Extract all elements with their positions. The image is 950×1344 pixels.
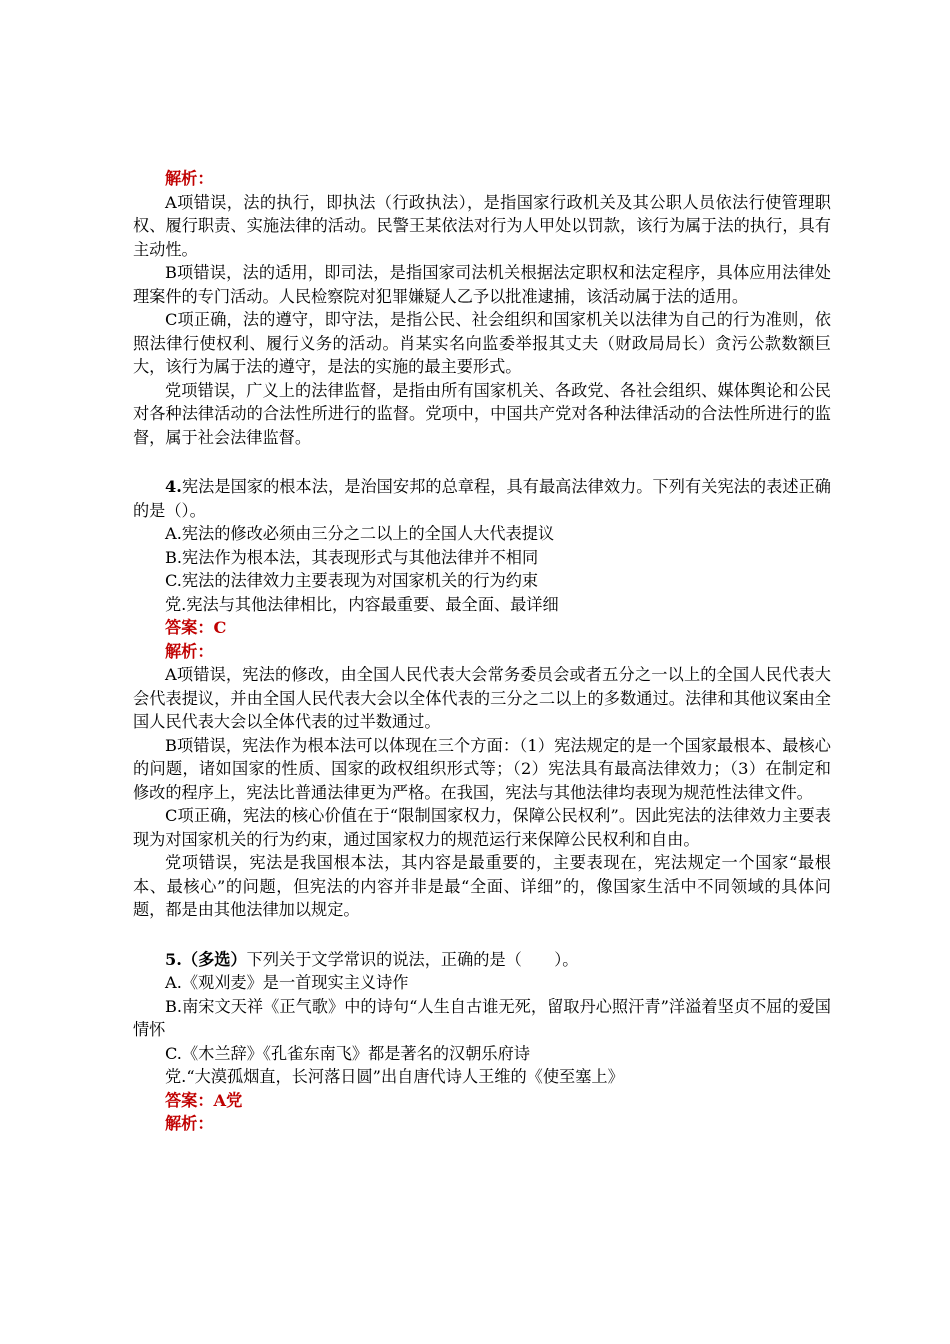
question-number: 4. xyxy=(165,477,182,496)
option-c: C.《木兰辞》《孔雀东南飞》都是著名的汉朝乐府诗 xyxy=(165,1043,530,1063)
analysis-label: 解析： xyxy=(165,641,214,661)
analysis-paragraph: A项错误，宪法的修改，由全国人民代表大会常务委员会或者五分之一以上的全国人民代表大会代表提议，并由全国人民代表大会以全体代表的三分之二以上的多数通过。法律和其他议案由全国人民代表大会以全体代表的过半数通过。 xyxy=(133,665,831,731)
analysis-paragraph: B项错误，法的适用，即司法，是指国家司法机关根据法定职权和法定程序，具体应用法律处理案件的专门活动。人民检察院对犯罪嫌疑人乙予以批准逮捕，该活动属于法的适用。 xyxy=(133,263,831,306)
option-a: A.宪法的修改必须由三分之二以上的全国人大代表提议 xyxy=(165,524,555,543)
question-text: 宪法是国家的根本法，是治国安邦的总章程，具有最高法律效力。下列有关宪法的表述正确的是（）。 xyxy=(133,477,831,520)
question-stem xyxy=(133,948,831,972)
analysis-paragraph: 党项错误，宪法是我国根本法，其内容是最重要的，主要表现在，宪法规定一个国家“最根本、最核心”的问题，但宪法的内容并非是最“全面、详细”的，像国家生活中不同领域的具体问题，都是由其他法律加以规定。 xyxy=(133,853,831,919)
option-a: A.《观刈麦》是一首现实主义诗作 xyxy=(165,973,409,992)
analysis-paragraph: C项正确，宪法的核心价值在于“限制国家权力，保障公民权利”。因此宪法的法律效力主要表现为对国家机关的行为约束，通过国家权力的规范运行来保障公民权利和自由。 xyxy=(133,806,831,849)
option-d: 党.宪法与其他法律相比，内容最重要、最全面、最详细 xyxy=(165,594,559,614)
analysis-paragraph: A项错误，法的执行，即执法（行政执法），是指国家行政机关及其公职人员依法行使管理职权、履行职责、实施法律的活动。民警王某依法对行为人甲处以罚款，该行为属于法的执行，具有主动性。 xyxy=(133,192,831,259)
question-number: 5.（多选） xyxy=(165,949,247,969)
answer-label: 答案：C xyxy=(165,618,227,637)
question-text: 下列关于文学常识的说法，正确的是（ ）。 xyxy=(246,949,579,969)
question-5 xyxy=(133,948,831,1136)
option-d: 党.“大漠孤烟直，长河落日圆”出自唐代诗人王维的《使至塞上》 xyxy=(165,1067,624,1086)
option-b: B.宪法作为根本法，其表现形式与其他法律并不相同 xyxy=(165,547,539,567)
analysis-paragraph: 党项错误，广义上的法律监督，是指由所有国家机关、各政党、各社会组织、媒体舆论和公民对各种法律活动的合法性所进行的监督。党项中，中国共产党对各种法律活动的合法性所进行的监督，属于社会法律监督。 xyxy=(133,380,831,447)
document-page xyxy=(133,167,831,1136)
option-c: C.宪法的法律效力主要表现为对国家机关的行为约束 xyxy=(165,571,539,590)
answer-label: 答案：A党 xyxy=(165,1090,243,1110)
analysis-paragraph: C项正确，法的遵守，即守法，是指公民、社会组织和国家机关以法律为自己的行为准则，依照法律行使权利、履行义务的活动。肖某实名向监委举报其丈夫（财政局局长）贪污公款数额巨大，该行为属于法的遵守，是法的实施的最主要形式。 xyxy=(133,310,831,376)
analysis-label: 解析： xyxy=(165,1114,214,1133)
analysis-label: 解析： xyxy=(165,169,214,188)
question-4 xyxy=(133,475,831,922)
question-3-analysis xyxy=(133,167,831,449)
option-b: B.南宋文天祥《正气歌》中的诗句“人生自古谁无死，留取丹心照汗青”洋溢着坚贞不屈的爱国情怀 xyxy=(133,996,831,1039)
analysis-paragraph: B项错误，宪法作为根本法可以体现在三个方面：（1）宪法规定的是一个国家最根本、最核心的问题，诸如国家的性质、国家的政权组织形式等；（2）宪法具有最高法律效力；（3）在制定和修改的程序上，宪法比普通法律更为严格。在我国，宪法与其他法律均表现为规范性法律文件。 xyxy=(133,735,831,802)
question-stem xyxy=(133,475,831,522)
